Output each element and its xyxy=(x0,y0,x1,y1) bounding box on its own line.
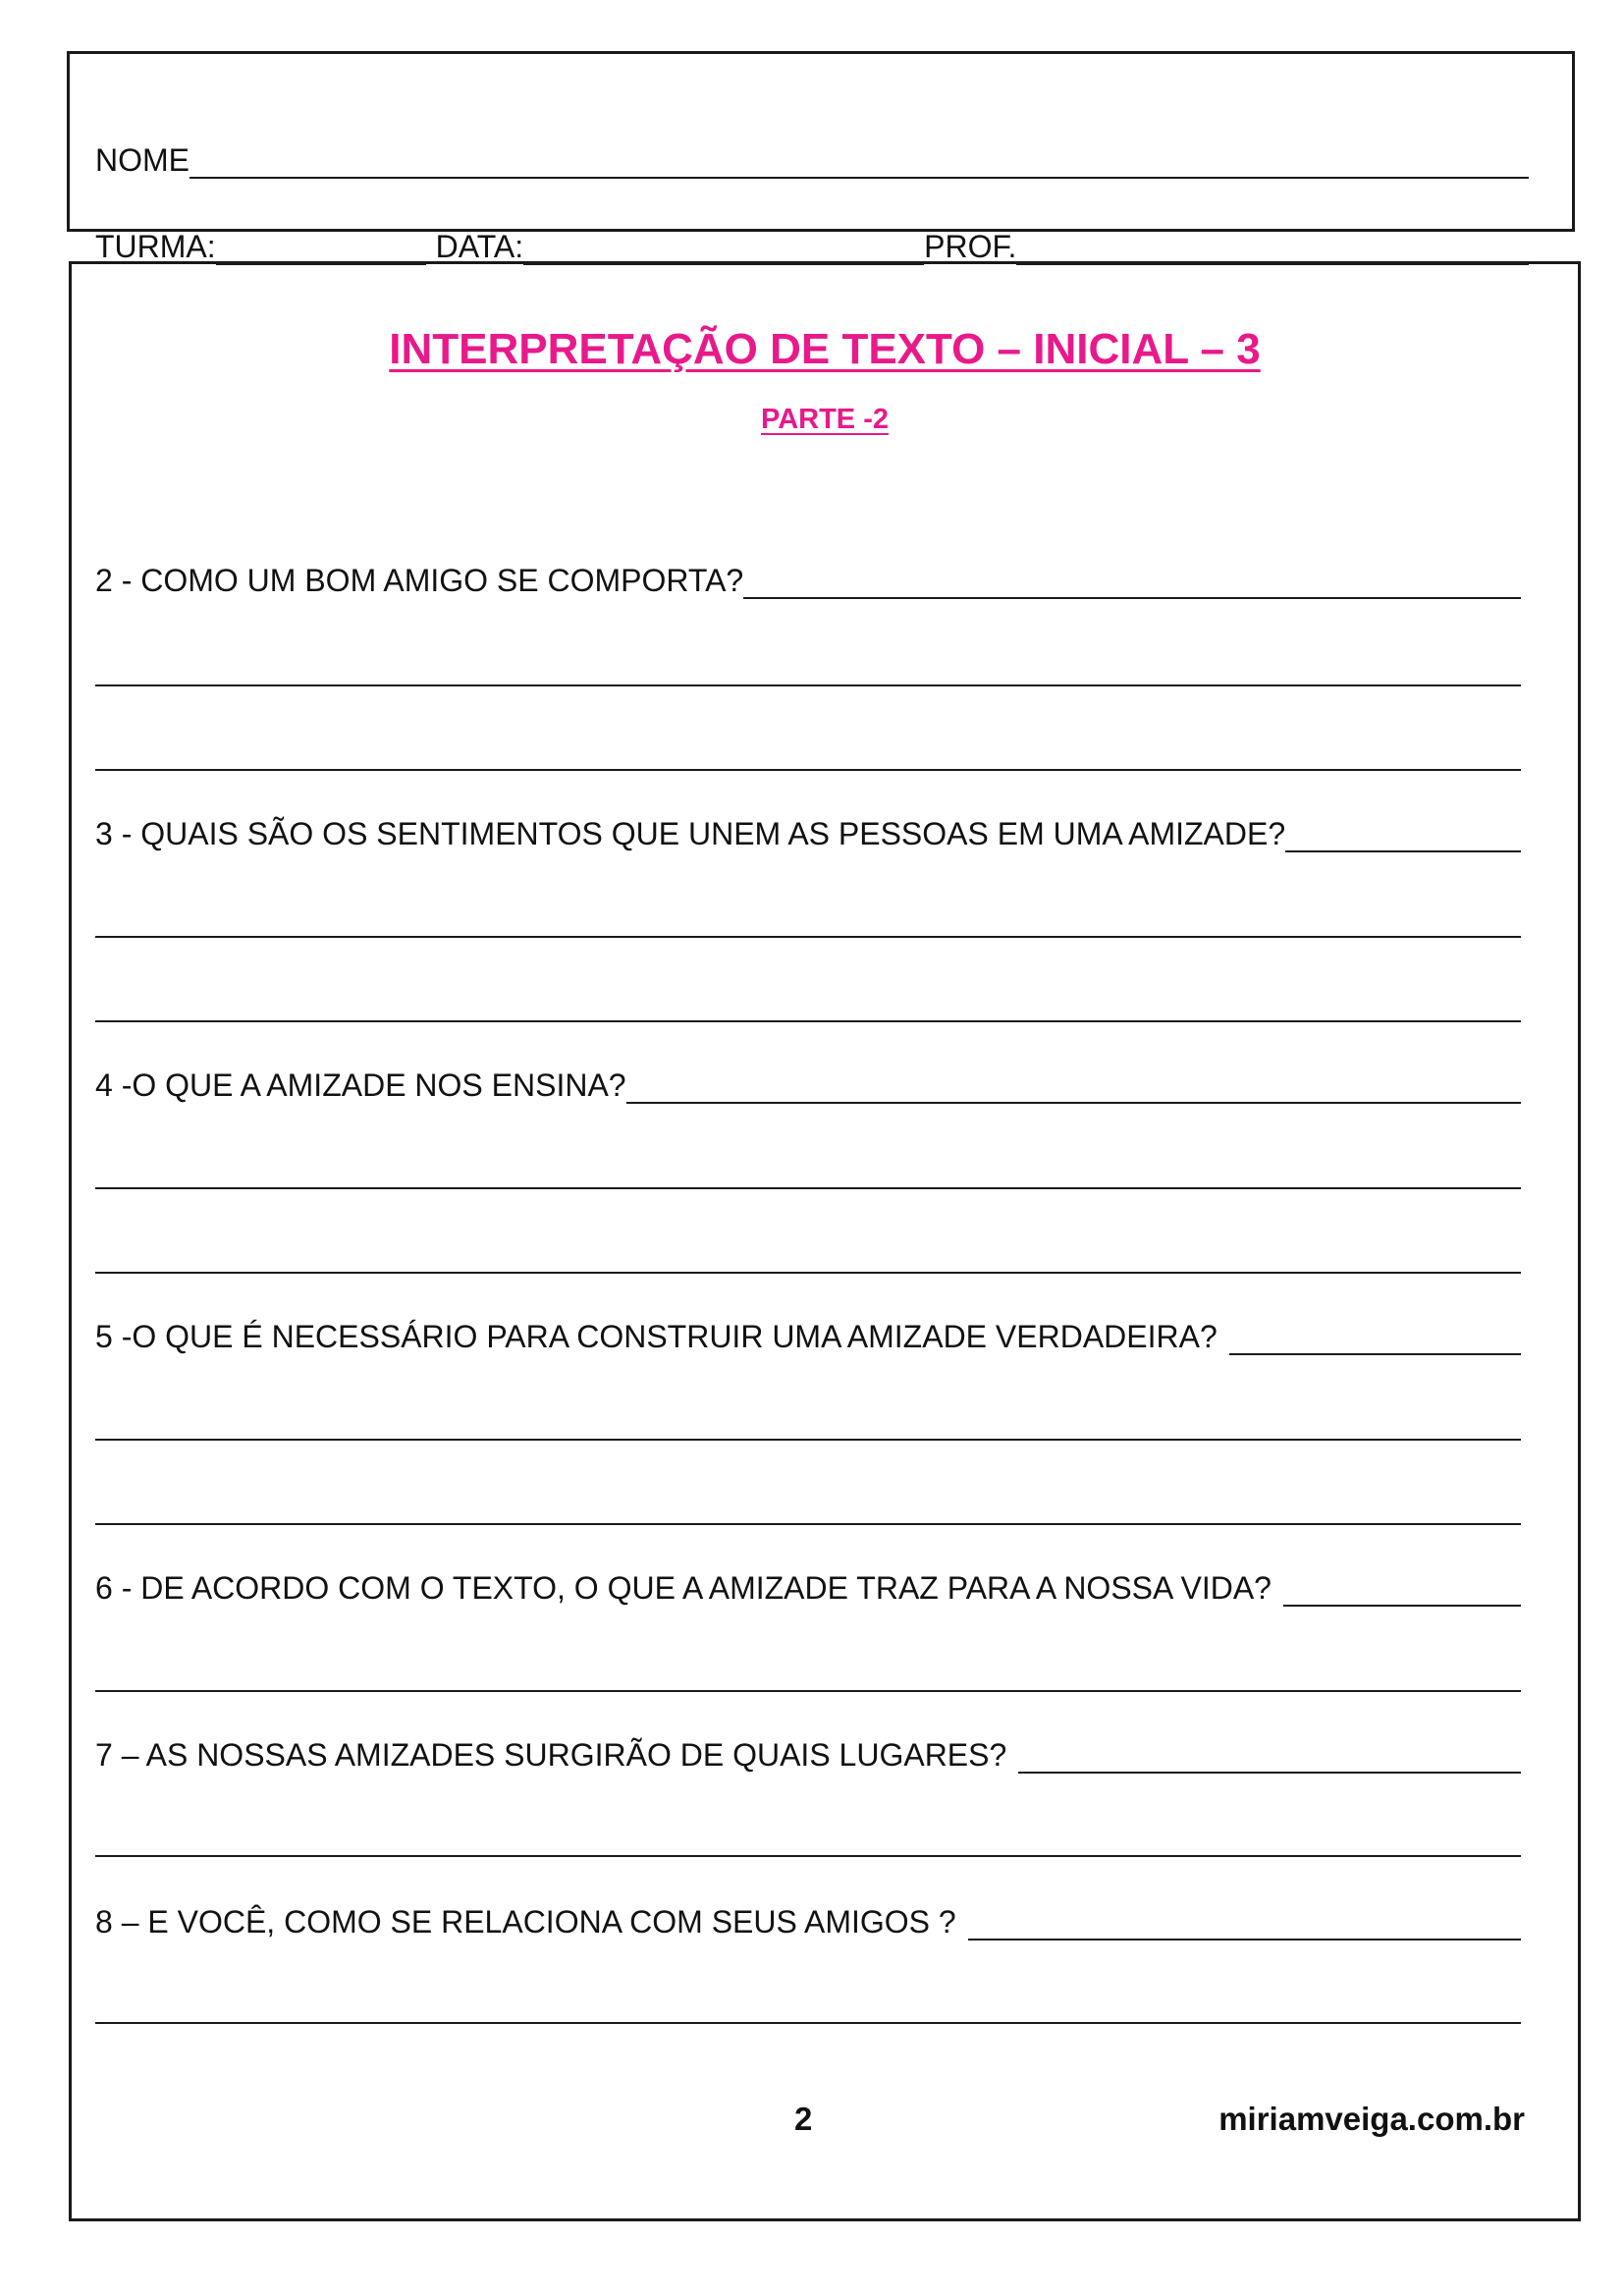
answer-field-inline[interactable] xyxy=(1018,1772,1521,1774)
answer-field-inline[interactable] xyxy=(626,1102,1521,1104)
answer-field-inline[interactable] xyxy=(968,1939,1521,1941)
question-text: 3 - QUAIS SÃO OS SENTIMENTOS QUE UNEM AS PESSOAS EM UMA AMIZADE? xyxy=(95,816,1286,851)
answer-field-inline[interactable] xyxy=(1229,1353,1521,1355)
question-row xyxy=(95,1739,1521,1774)
name-field[interactable] xyxy=(189,177,1529,179)
worksheet-box xyxy=(69,261,1581,2221)
name-label: NOME xyxy=(95,142,189,178)
turma-label: TURMA: xyxy=(95,229,216,264)
prof-label: PROF. xyxy=(924,229,1017,264)
question-row xyxy=(95,1321,1521,1355)
question-row xyxy=(95,565,1521,599)
answer-line[interactable] xyxy=(95,1439,1521,1441)
question-text: 6 - DE ACORDO COM O TEXTO, O QUE A AMIZADE TRAZ PARA A NOSSA VIDA? xyxy=(95,1570,1272,1606)
question-text: 7 – AS NOSSAS AMIZADES SURGIRÃO DE QUAIS LUGARES? xyxy=(95,1737,1007,1773)
student-info-box xyxy=(67,51,1575,264)
answer-line[interactable] xyxy=(95,1523,1521,1525)
question-row xyxy=(95,818,1521,852)
question-row xyxy=(95,1906,1521,1941)
answer-line[interactable] xyxy=(95,1272,1521,1274)
answer-line[interactable] xyxy=(95,936,1521,938)
site-credit: miriamveiga.com.br xyxy=(1218,2101,1525,2137)
name-row xyxy=(95,144,1529,179)
worksheet-subtitle: PARTE -2 xyxy=(761,404,889,435)
data-label: DATA: xyxy=(435,229,524,264)
question-text: 4 -O QUE A AMIZADE NOS ENSINA? xyxy=(95,1067,626,1103)
answer-line[interactable] xyxy=(95,1187,1521,1189)
answer-field-inline[interactable] xyxy=(1283,1605,1521,1607)
answer-field-inline[interactable] xyxy=(1285,850,1521,852)
question-text: 5 -O QUE É NECESSÁRIO PARA CONSTRUIR UMA AMIZADE VERDADEIRA? xyxy=(95,1319,1218,1354)
answer-line[interactable] xyxy=(95,684,1521,686)
page-number: 2 xyxy=(794,2101,813,2137)
answer-line[interactable] xyxy=(95,2022,1521,2024)
question-row xyxy=(95,1572,1521,1607)
question-row xyxy=(95,1069,1521,1104)
answer-line[interactable] xyxy=(95,1855,1521,1857)
worksheet-title: INTERPRETAÇÃO DE TEXTO – INICIAL – 3 xyxy=(389,325,1261,373)
answer-line[interactable] xyxy=(95,1020,1521,1022)
class-date-teacher-row xyxy=(95,231,1529,265)
answer-line[interactable] xyxy=(95,1690,1521,1692)
answer-line[interactable] xyxy=(95,769,1521,771)
answer-field-inline[interactable] xyxy=(743,597,1521,599)
question-text: 8 – E VOCÊ, COMO SE RELACIONA COM SEUS AMIGOS ? xyxy=(95,1904,956,1940)
question-text: 2 - COMO UM BOM AMIGO SE COMPORTA? xyxy=(95,563,744,598)
